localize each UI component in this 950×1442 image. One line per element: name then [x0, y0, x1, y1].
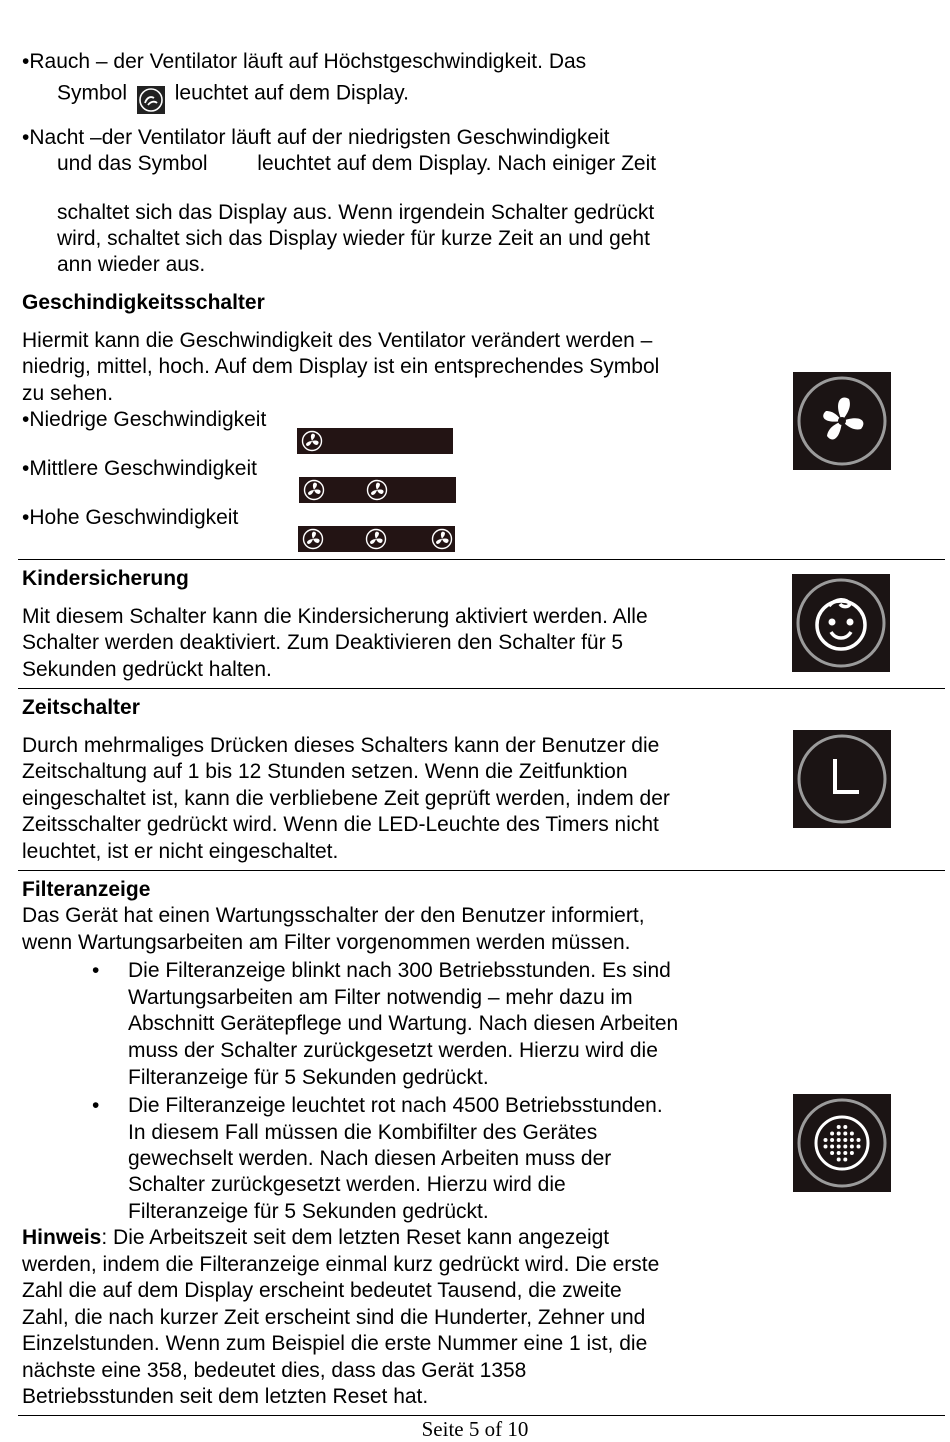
speed-button[interactable]	[793, 372, 891, 470]
speed-heading: Geschindigkeitsschalter	[22, 291, 265, 314]
rauch-line-1: •Rauch – der Ventilator läuft auf Höchstgeschwindigkeit. Das	[22, 50, 587, 73]
hint-line-6: nächste eine 358, bedeutet dies, dass das Gerät 1358	[22, 1359, 527, 1382]
hint-line-1	[22, 1225, 609, 1252]
fan-speed-icon	[431, 528, 453, 550]
fan-speed-icon	[366, 479, 388, 501]
bullet-marker: •	[92, 1094, 100, 1117]
page-number: Seite 5 of 10	[421, 1417, 529, 1441]
rauch-line-2	[57, 76, 409, 112]
fan-icon	[793, 372, 891, 470]
divider	[18, 1415, 945, 1416]
child-lock-button[interactable]	[792, 574, 890, 672]
filter-b2-line-4: Schalter zurückgesetzt werden. Hierzu wird die	[128, 1173, 566, 1196]
filter-dot	[850, 1138, 854, 1142]
timer-line-4: Zeitsschalter gedrückt wird. Wenn die LED-Leuchte des Timers nicht	[22, 813, 659, 836]
filter-dot	[850, 1151, 854, 1155]
filter-dot	[837, 1151, 841, 1155]
filter-dot	[843, 1151, 847, 1155]
speed-high-label: •Hohe Geschwindigkeit	[22, 506, 239, 529]
child-lock-line-1: Mit diesem Schalter kann die Kindersicherung aktiviert werden. Alle	[22, 605, 648, 628]
nacht-line-4: wird, schaltet sich das Display wieder für kurze Zeit an und geht	[57, 227, 650, 250]
hint-line-3: Zahl die auf dem Display erscheint bedeutet Tausend, die zweite	[22, 1279, 622, 1302]
filter-dot	[843, 1138, 847, 1142]
filter-b2-line-2: In diesem Fall müssen die Kombifilter des Gerätes	[128, 1121, 598, 1144]
bullet-marker: •	[92, 959, 100, 982]
divider	[18, 870, 945, 871]
filter-b1-line-3: Abschnitt Gerätepflege und Wartung. Nach diesen Arbeiten	[128, 1012, 679, 1035]
speed-low-indicator	[297, 428, 453, 454]
filter-b1-line-5: Filteranzeige für 5 Sekunden gedrückt.	[128, 1066, 489, 1089]
timer-heading: Zeitschalter	[22, 696, 140, 719]
nacht-line-3: schaltet sich das Display aus. Wenn irgendein Schalter gedrückt	[57, 201, 655, 224]
filter-dot	[830, 1145, 834, 1149]
divider	[18, 559, 945, 560]
rauch-line-2a: Symbol	[57, 81, 128, 105]
nacht-line-2a: und das Symbol	[57, 152, 208, 175]
filter-dot	[830, 1151, 834, 1155]
filter-intro-1: Das Gerät hat einen Wartungsschalter der den Benutzer informiert,	[22, 904, 645, 927]
fan-speed-icon	[301, 430, 323, 452]
child-lock-line-2: Schalter werden deaktiviert. Zum Deaktivieren den Schalter für 5	[22, 631, 624, 654]
child-lock-line-3: Sekunden gedrückt halten.	[22, 658, 272, 681]
hint-text: : Die Arbeitszeit seit dem letzten Reset kann angezeigt	[101, 1226, 610, 1249]
filter-intro-2: wenn Wartungsarbeiten am Filter vorgenommen werden müssen.	[22, 931, 631, 954]
speed-mid-indicator	[299, 477, 456, 503]
child-lock-heading: Kindersicherung	[22, 567, 189, 590]
hint-line-4: Zahl, die nach kurzer Zeit erscheint sind die Hunderter, Zehner und	[22, 1306, 646, 1329]
filter-dot	[857, 1145, 861, 1149]
timer-line-5: leuchtet, ist er nicht eingeschaltet.	[22, 840, 339, 863]
nacht-line-2	[57, 151, 656, 178]
timer-button[interactable]	[793, 730, 891, 828]
divider	[18, 688, 945, 689]
hint-line-7: Betriebsstunden seit dem letzten Reset hat.	[22, 1385, 429, 1408]
filter-dot	[824, 1145, 828, 1149]
fan-speed-icon	[303, 479, 325, 501]
nacht-line-1: •Nacht –der Ventilator läuft auf der niedrigsten Geschwindigkeit	[22, 126, 610, 149]
speed-mid-label: •Mittlere Geschwindigkeit	[22, 457, 257, 480]
filter-b2-line-5: Filteranzeige für 5 Sekunden gedrückt.	[128, 1200, 489, 1223]
filter-b2-line-1: Die Filteranzeige leuchtet rot nach 4500 Betriebsstunden.	[128, 1094, 663, 1117]
speed-high-indicator	[298, 526, 455, 552]
filter-dot	[850, 1132, 854, 1136]
filter-dot	[857, 1138, 861, 1142]
filter-button[interactable]	[793, 1094, 891, 1192]
filter-b2-line-3: gewechselt werden. Nach diesen Arbeiten muss der	[128, 1147, 612, 1170]
rauch-line-2b: leuchtet auf dem Display.	[174, 81, 409, 105]
fan-speed-icon	[302, 528, 324, 550]
nacht-line-2b: leuchtet auf dem Display. Nach einiger Zeit	[257, 152, 657, 175]
timer-line-3: eingeschaltet ist, kann die verbliebene Zeit geprüft werden, indem der	[22, 787, 670, 810]
filter-dot	[843, 1132, 847, 1136]
filter-b1-line-2: Wartungsarbeiten am Filter notwendig – mehr dazu im	[128, 986, 633, 1009]
filter-dot	[830, 1132, 834, 1136]
smoke-symbol-icon	[137, 74, 165, 110]
filter-b1-line-4: muss der Schalter zurückgesetzt werden. Hierzu wird die	[128, 1039, 658, 1062]
filter-b1-line-1: Die Filteranzeige blinkt nach 300 Betriebsstunden. Es sind	[128, 959, 671, 982]
filter-dot	[843, 1145, 847, 1149]
filter-dots-icon	[793, 1094, 891, 1192]
timer-line-1: Durch mehrmaliges Drücken dieses Schalters kann der Benutzer die	[22, 734, 660, 757]
filter-dot	[837, 1145, 841, 1149]
filter-dot	[837, 1125, 841, 1129]
filter-dot	[830, 1138, 834, 1142]
speed-line-2: niedrig, mittel, hoch. Auf dem Display ist ein entsprechendes Symbol	[22, 355, 660, 378]
filter-heading: Filteranzeige	[22, 878, 151, 901]
filter-dot	[837, 1158, 841, 1162]
hint-label: Hinweis	[22, 1226, 102, 1249]
nacht-line-5: ann wieder aus.	[57, 253, 206, 276]
clock-icon	[793, 730, 891, 828]
filter-dot	[837, 1132, 841, 1136]
speed-line-1: Hiermit kann die Geschwindigkeit des Ventilator verändert werden –	[22, 329, 653, 352]
hint-line-5: Einzelstunden. Wenn zum Beispiel die erste Nummer eine 1 ist, die	[22, 1332, 648, 1355]
filter-dot	[837, 1138, 841, 1142]
hint-line-2: werden, indem die Filteranzeige einmal kurz gedrückt wird. Die erste	[22, 1253, 660, 1276]
child-face-icon	[792, 574, 890, 672]
speed-line-3: zu sehen.	[22, 382, 114, 405]
filter-dot	[824, 1138, 828, 1142]
filter-dot	[843, 1125, 847, 1129]
fan-speed-icon	[365, 528, 387, 550]
timer-line-2: Zeitschaltung auf 1 bis 12 Stunden setzen. Wenn die Zeitfunktion	[22, 760, 628, 783]
filter-dot	[850, 1145, 854, 1149]
filter-dot	[843, 1158, 847, 1162]
speed-low-label: •Niedrige Geschwindigkeit	[22, 408, 267, 431]
